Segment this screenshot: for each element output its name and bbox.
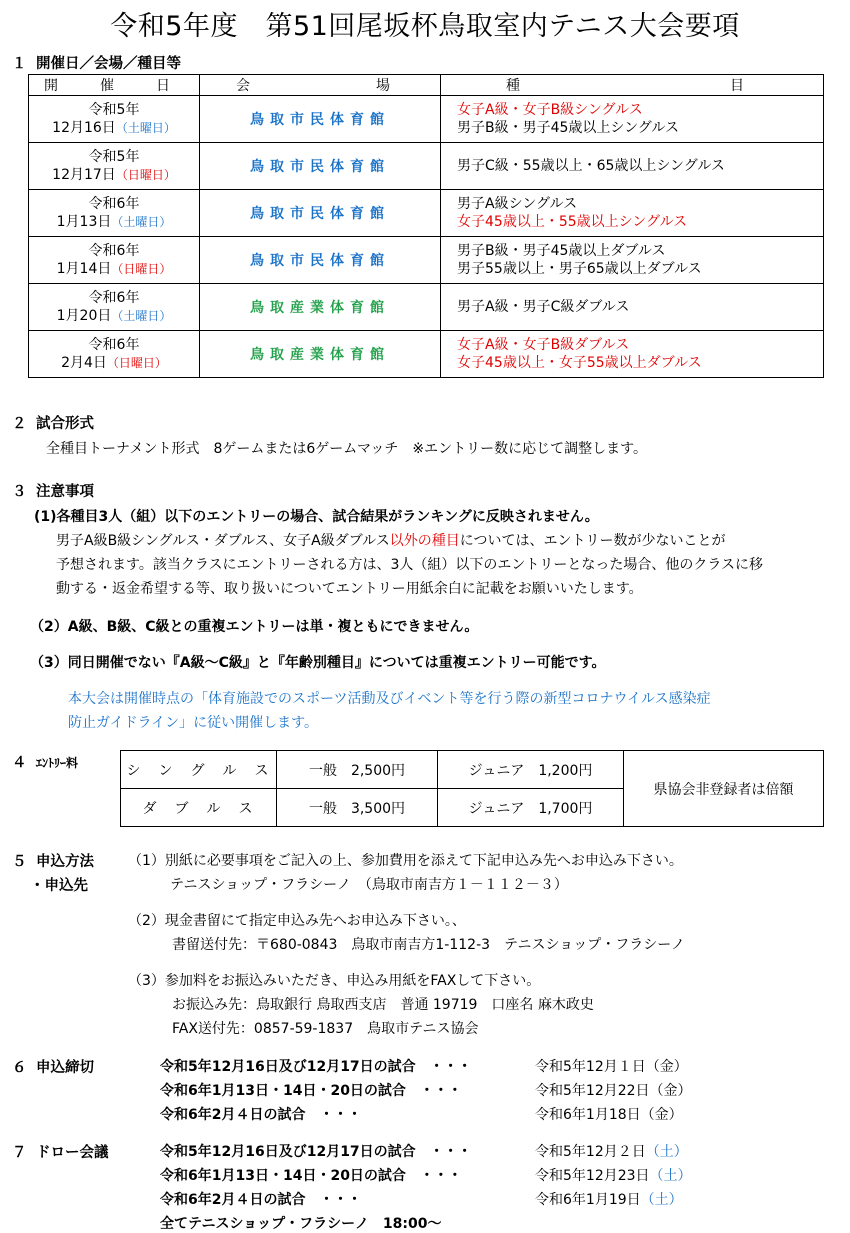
- header-date: 開 催 日: [29, 75, 200, 96]
- date-cell: 令和6年 2月4日（日曜日）: [29, 331, 200, 378]
- event-cell: 女子A級・女子B級シングルス 男子B級・男子45歳以上シングルス: [441, 96, 824, 143]
- schedule-row: [29, 96, 824, 143]
- date-cell: 令和5年 12月17日（日曜日）: [29, 143, 200, 190]
- note-1-line-1: 男子A級B級シングルス・ダブルス、女子A級ダブルス以外の種目については、エントリー数が少ないことが: [56, 533, 726, 549]
- covid-notice-line-1: 本大会は開催時点の「体育施設でのスポーツ活動及びイベント等を行う際の新型コロナウイルス感染症: [68, 691, 711, 707]
- note-3: （3）同日開催でない『A級～C級』と『年齢別種目』については重複エントリー可能です。: [30, 655, 606, 671]
- draw-meeting-item: 令和5年12月16日及び12月17日の試合 ・・・: [160, 1144, 472, 1160]
- schedule-row: [29, 190, 824, 237]
- venue-cell: 鳥取市民体育館: [200, 143, 441, 190]
- apply-method-2-address: 書留送付先：〒680-0843 鳥取市南吉方1-112-3 テニスショップ・フラシーノ: [172, 937, 685, 953]
- note-1-line-2: 予想されます。該当クラスにエントリーされる方は、3人（組）以下のエントリーとなった場合、他のクラスに移: [56, 557, 763, 573]
- section-7-heading: ７ ドロー会議: [12, 1145, 109, 1161]
- entry-fee-table: [120, 750, 824, 827]
- date-cell: 令和6年 1月13日（土曜日）: [29, 190, 200, 237]
- deadline-date: 令和5年12月22日（金）: [535, 1083, 692, 1099]
- schedule-row: [29, 331, 824, 378]
- document-title: 令和5年度 第51回尾坂杯鳥取室内テニス大会要項: [110, 11, 740, 42]
- schedule-row: [29, 284, 824, 331]
- fee-row-singles: [121, 751, 824, 789]
- apply-method-2: （2）現金書留にて指定申込み先へお申込み下さい。、: [128, 913, 466, 929]
- section-5-heading: ５ 申込方法: [12, 854, 94, 870]
- date-cell: 令和6年 1月20日（土曜日）: [29, 284, 200, 331]
- venue-cell: 鳥取産業体育館: [200, 331, 441, 378]
- apply-method-3: （3）参加料をお振込みいただき、申込み用紙をFAXして下さい。: [128, 973, 541, 989]
- fee-junior: ジュニア 1,200円: [438, 751, 624, 789]
- apply-method-1-shop: テニスショップ・フラシーノ （鳥取市南吉方１－１１２－３）: [170, 877, 568, 893]
- bank-transfer-info: お振込み先：鳥取銀行 鳥取西支店 普通 19719 口座名 麻木政史: [172, 997, 594, 1013]
- fee-general: 一般 3,500円: [277, 789, 438, 827]
- schedule-row: [29, 143, 824, 190]
- event-cell: 男子A級シングルス 女子45歳以上・55歳以上シングルス: [441, 190, 824, 237]
- date-cell: 令和5年 12月16日（土曜日）: [29, 96, 200, 143]
- deadline-item: 令和6年2月４日の試合 ・・・: [160, 1107, 362, 1123]
- section-1-heading: １ 開催日／会場／種目等: [12, 56, 181, 72]
- draw-meeting-date: 令和6年1月19日（土）: [535, 1192, 683, 1208]
- fax-info: FAX送付先：0857-59-1837 鳥取市テニス協会: [172, 1021, 479, 1037]
- match-format-text: 全種目トーナメント形式 8ゲームまたは6ゲームマッチ ※エントリー数に応じて調整します。: [46, 441, 648, 457]
- venue-cell: 鳥取市民体育館: [200, 96, 441, 143]
- fee-type: シ ン グ ル ス: [121, 751, 277, 789]
- section-4-heading: ４ ｴﾝﾄﾘｰ料: [12, 755, 79, 771]
- section-3-heading: ３ 注意事項: [12, 484, 94, 500]
- draw-meeting-date: 令和5年12月２日（土）: [535, 1144, 688, 1160]
- draw-meeting-date: 令和5年12月23日（土）: [535, 1168, 692, 1184]
- covid-notice-line-2: 防止ガイドライン」に従い開催します。: [68, 715, 319, 731]
- section-6-heading: ６ 申込締切: [12, 1060, 94, 1076]
- note-2: （2）A級、B級、C級との重複エントリーは単・複ともにできません。: [30, 619, 479, 635]
- event-cell: 男子A級・男子C級ダブルス: [441, 284, 824, 331]
- apply-method-1: （1）別紙に必要事項をご記入の上、参加費用を添えて下記申込み先へお申込み下さい。: [128, 853, 683, 869]
- event-cell: 男子C級・55歳以上・65歳以上シングルス: [441, 143, 824, 190]
- deadline-item: 令和6年1月13日・14日・20日の試合 ・・・: [160, 1083, 462, 1099]
- event-cell: 女子A級・女子B級ダブルス 女子45歳以上・女子55歳以上ダブルス: [441, 331, 824, 378]
- note-1-heading: (1)各種目3人（組）以下のエントリーの場合、試合結果がランキングに反映されません。: [34, 509, 599, 525]
- header-venue: 会 場: [200, 75, 441, 96]
- note-1-line-3: 動する・返金希望する等、取り扱いについてエントリー用紙余白に記載をお願いいたします。: [56, 581, 643, 597]
- deadline-date: 令和6年1月18日（金）: [535, 1107, 683, 1123]
- schedule-row: [29, 237, 824, 284]
- venue-cell: 鳥取市民体育館: [200, 190, 441, 237]
- fee-type: ダ ブ ル ス: [121, 789, 277, 827]
- date-cell: 令和6年 1月14日（日曜日）: [29, 237, 200, 284]
- fee-junior: ジュニア 1,700円: [438, 789, 624, 827]
- section-5-heading-sub: ・申込先: [30, 878, 88, 894]
- draw-meeting-item: 令和6年1月13日・14日・20日の試合 ・・・: [160, 1168, 462, 1184]
- venue-cell: 鳥取産業体育館: [200, 284, 441, 331]
- event-cell: 男子B級・男子45歳以上ダブルス 男子55歳以上・男子65歳以上ダブルス: [441, 237, 824, 284]
- fee-note: 県協会非登録者は倍額: [624, 751, 824, 827]
- section-2-heading: ２ 試合形式: [12, 416, 94, 432]
- schedule-header-row: [29, 75, 824, 96]
- deadline-date: 令和5年12月１日（金）: [535, 1059, 688, 1075]
- draw-meeting-item: 令和6年2月４日の試合 ・・・: [160, 1192, 362, 1208]
- venue-cell: 鳥取市民体育館: [200, 237, 441, 284]
- schedule-table: [28, 74, 824, 378]
- fee-general: 一般 2,500円: [277, 751, 438, 789]
- header-event: 種 目: [441, 75, 824, 96]
- deadline-item: 令和5年12月16日及び12月17日の試合 ・・・: [160, 1059, 472, 1075]
- draw-meeting-location: 全てテニスショップ・フラシーノ 18:00～: [160, 1216, 442, 1232]
